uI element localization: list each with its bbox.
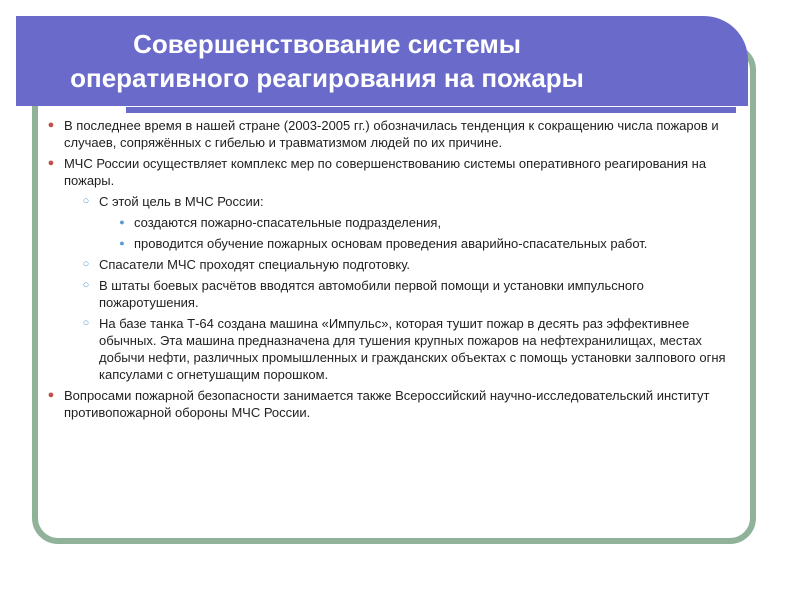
sub-bullet-text: На базе танка Т-64 создана машина «Импульс», которая тушит пожар в десять раз эффективнее обычных. Эта машина предназначена для тушения крупных пожаров на нефтехранилищах, местах добычи нефти, различных промышленных и гражданских объектах с помощь установки залпового огня капсулами с огнетушащим порошком. (99, 316, 726, 382)
sub-sub-bullet-item (44, 214, 744, 231)
title-underline (126, 107, 736, 113)
sub-bullet-text: Спасатели МЧС проходят специальную подготовку. (99, 257, 411, 272)
slide-title-line-1: Совершенствование системы (133, 29, 521, 59)
bullet-ring-icon: ○ (82, 279, 90, 291)
bullet-item (44, 117, 744, 151)
sub-bullet-item (44, 256, 744, 273)
bullet-text: В последнее время в нашей стране (2003-2005 гг.) обозначилась тенденция к сокращению числа пожаров и случаев, сопряжённых с гибелью и травматизмом людей по их причине. (64, 118, 719, 150)
sub-bullet-text: С этой цель в МЧС России: (99, 194, 264, 209)
sub-sub-bullet-item (44, 235, 744, 252)
bullet-text: МЧС России осуществляет комплекс мер по совершенствованию системы оперативного реагирования на пожары. (64, 156, 707, 188)
bullet-dot-icon: ● (47, 157, 55, 169)
bullet-list (44, 117, 744, 425)
sub-bullet-text: В штаты боевых расчётов вводятся автомобили первой помощи и установки импульсного пожаротушения. (99, 278, 644, 310)
bullet-ring-icon: ○ (82, 258, 90, 270)
bullet-ring-icon: ○ (82, 195, 90, 207)
slide-title-line-2: оперативного реагирования на пожары (70, 63, 584, 93)
bullet-text: Вопросами пожарной безопасности занимается также Всероссийский научно-исследовательский институт противопожарной обороны МЧС России. (64, 388, 710, 420)
sub-bullet-item (44, 315, 744, 383)
sub-sub-bullet-text: создаются пожарно-спасательные подразделения, (134, 215, 442, 230)
bullet-ring-icon: ○ (82, 317, 90, 329)
bullet-dot-icon: ● (47, 389, 55, 401)
sub-sub-bullet-text: проводится обучение пожарных основам проведения аварийно-спасательных работ. (134, 236, 648, 251)
sub-bullet-item (44, 277, 744, 311)
bullet-small-dot-icon: ● (119, 238, 125, 248)
bullet-item (44, 387, 744, 421)
sub-bullet-item (44, 193, 744, 210)
bullet-small-dot-icon: ● (119, 217, 125, 227)
bullet-dot-icon: ● (47, 119, 55, 131)
bullet-item (44, 155, 744, 189)
title-banner (16, 16, 748, 106)
